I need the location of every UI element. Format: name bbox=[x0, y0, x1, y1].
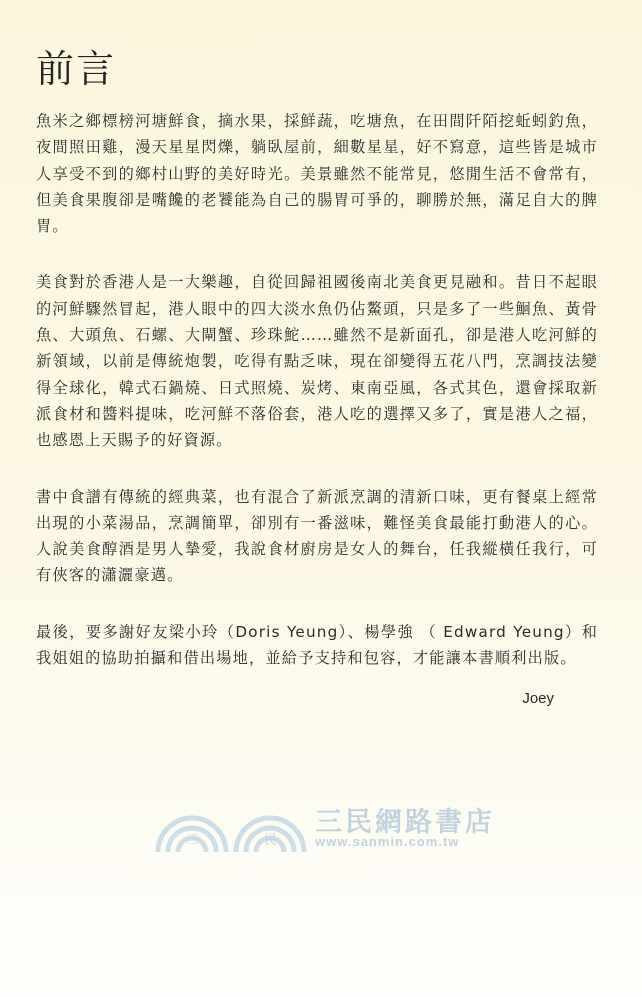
paragraph-1: 魚米之鄉標榜河塘鮮食，摘水果，採鮮蔬，吃塘魚，在田間阡陌挖蚯蚓釣魚，夜間照田雞，漫天星星閃爍，躺臥屋前，細數星星，好不寫意，這些皆是城市人享受不到的鄉村山野的美好時光。美景雖然不能常見，悠閒生活不會常有，但美食果腹卻是嘴饞的老饕能為自己的腸胃可爭的，聊勝於無，滿足自大的脾胃。 bbox=[36, 112, 598, 236]
paragraph-4: 最後，要多謝好友梁小玲（Doris Yeung）、楊學強 （ Edward Yeung）和我姐姐的協助拍攝和借出場地，並給予支持和包容，才能讓本書順利出版。 bbox=[36, 622, 598, 668]
watermark-url: www.sanmin.com.tw bbox=[315, 834, 460, 849]
paragraph-3: 書中食譜有傳統的經典菜，也有混合了新派烹調的清新口味，更有餐桌上經常出現的小菜湯品，烹調簡單，卻別有一番滋味，難怪美食最能打動港人的心。人說美食醇酒是男人摯愛，我說食材廚房是女人的舞台，任我縱橫任我行，可有俠客的瀟灑豪邁。 bbox=[36, 487, 598, 585]
paragraph-2: 美食對於香港人是一大樂趣，自從回歸祖國後南北美食更見融和。昔日不起眼的河鮮驟然冒起，港人眼中的四大淡水魚仍佔鰲頭，只是多了一些鮰魚、黃骨魚、大頭魚、石螺、大閘蟹、珍珠鮀……雖然不是新面孔，卻是港人吃河鮮的新領域，以前是傳統炮製，吃得有點乏味，現在卻變得五花八門，烹調技法變得全球化，韓式石鍋燒、日式照燒、炭烤、東南亞風，各式其色，還會採取新派食材和醬料提味，吃河鮮不落俗套，港人吃的選擇又多了，實是港人之福，也感恩上天賜予的好資源。 bbox=[36, 273, 598, 450]
logo-char-1: 三 bbox=[186, 833, 200, 848]
logo-char-2: 民 bbox=[264, 833, 278, 848]
sanmin-logo-icon bbox=[150, 792, 315, 852]
preface-body bbox=[36, 108, 598, 701]
watermark-name: 三民網路書店 bbox=[315, 807, 495, 838]
signature: Joey bbox=[522, 690, 554, 707]
page-title: 前言 bbox=[36, 47, 117, 91]
watermark bbox=[150, 792, 500, 862]
